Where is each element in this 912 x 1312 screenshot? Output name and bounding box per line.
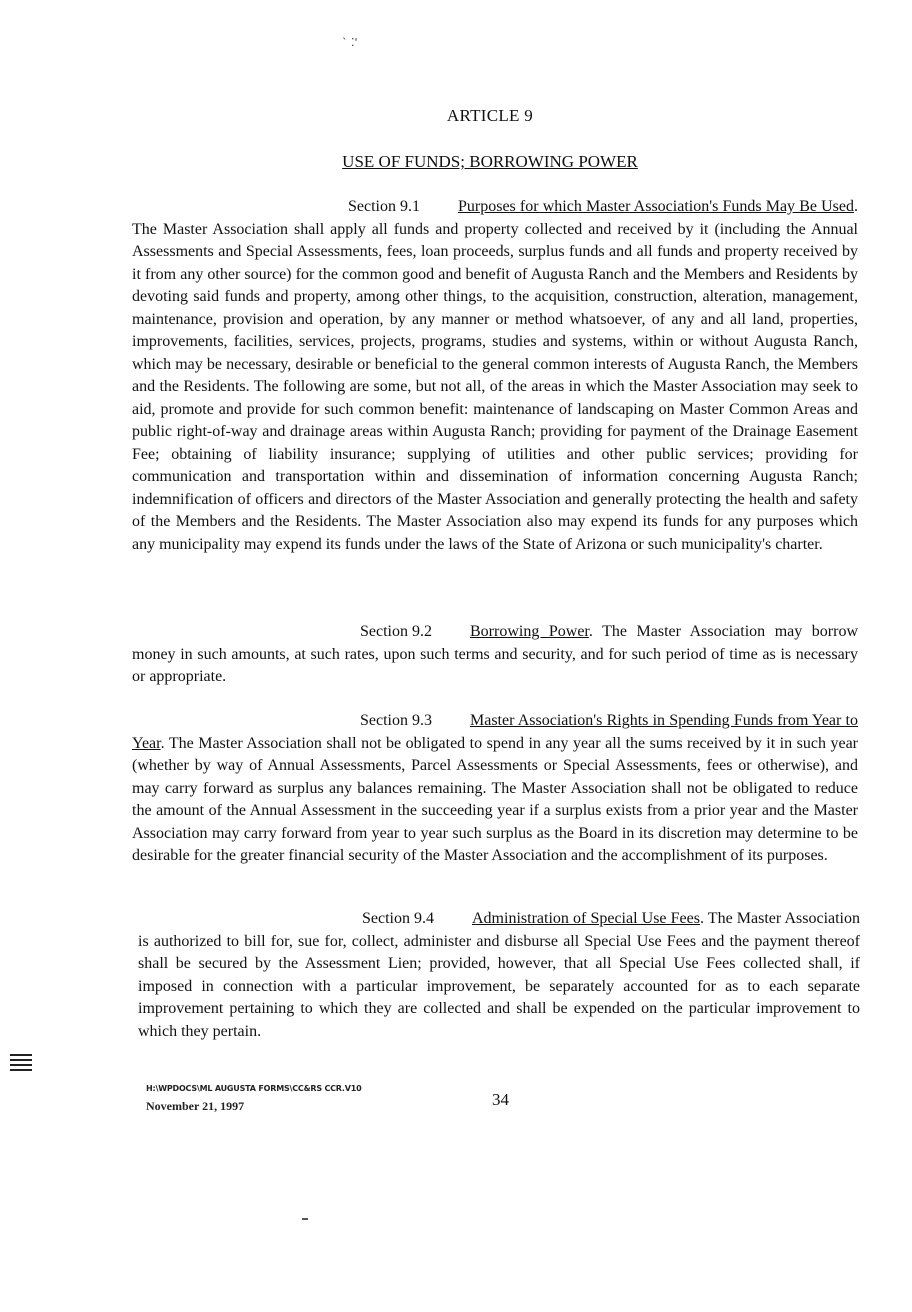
footer-date: November 21, 1997 (146, 1099, 245, 1113)
section-heading: Borrowing Power (470, 623, 589, 640)
section-body: . The Master Association shall not be obligated to spend in any year all the sums received by it in such year (whether by way of Annual Assessments, Parcel Assessments or Special Assessments, fees or otherwise), and may carry forward as surplus any balances remaining. The Master Association shall not be obligated to reduce the amount of the Annual Assessment in the succeeding year if a surplus exists from a prior year and the Master Association may carry forward from year to year such surplus as the Board in its discretion may determine to be desirable for the greater financial security of the Master Association and the accomplishment of its purposes. (132, 734, 858, 864)
section-9-3 (132, 710, 858, 868)
section-paragraph (132, 621, 858, 689)
section-9-1 (132, 196, 858, 556)
section-number: Section 9.3 (360, 712, 432, 729)
section-heading: Purposes for which Master Association's Funds May Be Used (458, 198, 854, 215)
section-paragraph (132, 710, 858, 868)
section-paragraph (132, 196, 858, 556)
section-number: Section 9.4 (362, 910, 434, 927)
footer-file-path: H:\WPDOCS\ML AUGUSTA FORMS\CC&RS CCR.V10 (146, 1084, 362, 1093)
section-paragraph (138, 908, 860, 1043)
section-heading: Administration of Special Use Fees (472, 910, 700, 927)
scan-speck: ` ⁚' (342, 36, 358, 49)
scan-mark (302, 1218, 308, 1220)
section-body: . The Master Association may borrow money in such amounts, at such rates, upon such terms and security, and for such period of time as is necessary or appropriate. (132, 623, 859, 685)
article-title: ARTICLE 9 (446, 106, 534, 125)
section-9-2 (132, 621, 858, 689)
section-9-4 (138, 908, 860, 1043)
section-number: Section 9.1 (348, 198, 420, 215)
page-number: 34 (492, 1090, 509, 1109)
article-subtitle: USE OF FUNDS; BORROWING POWER (342, 152, 638, 171)
section-body: . The Master Association shall apply all funds and property collected and received by it (including the Annual Assessments and Special Assessments, fees, loan proceeds, surplus funds and all funds and property received by it from any other source) for the common good and benefit of Augusta Ranch and the Members and Residents by devoting said funds and property, among other things, to the acquisition, construction, alteration, management, maintenance, provision and operation, by any manner or method whatsoever, of any and all land, properties, improvements, facilities, services, projects, programs, studies and systems, within or without Augusta Ranch, which may be necessary, desirable or beneficial to the general common interests of Augusta Ranch, the Members and the Residents. The following are some, but not all, of the areas in which the Master Association may seek to aid, promote and provide for such common benefit: maintenance of landscaping on Master Common Areas and public right-of-way and drainage areas within Augusta Ranch; providing for payment of the Drainage Easement Fee; obtaining of liability insurance; supplying of utilities and other public services; providing for communication and transportation within and dissemination of information concerning Augusta Ranch; indemnification of officers and directors of the Master Association and generally protecting the health and safety of the Members and the Residents. The Master Association also may expend its funds for any purposes which any municipality may expend its funds under the laws of the State of Arizona or such municipality's charter. (132, 198, 858, 553)
section-heading: Master Association's Rights in Spending Funds from Year to Year (132, 712, 858, 752)
section-number: Section 9.2 (360, 623, 432, 640)
section-body: . The Master Association is authorized to bill for, sue for, collect, administer and disburse all Special Use Fees and the payment thereof shall be secured by the Assessment Lien; provided, however, that all Special Use Fees collected shall, if imposed in connection with a particular improvement, be separately accounted for as to each separate improvement pertaining to which they are collected and shall be expended on the particular improvement to which they pertain. (138, 910, 861, 1040)
margin-binding-mark (10, 1054, 32, 1074)
